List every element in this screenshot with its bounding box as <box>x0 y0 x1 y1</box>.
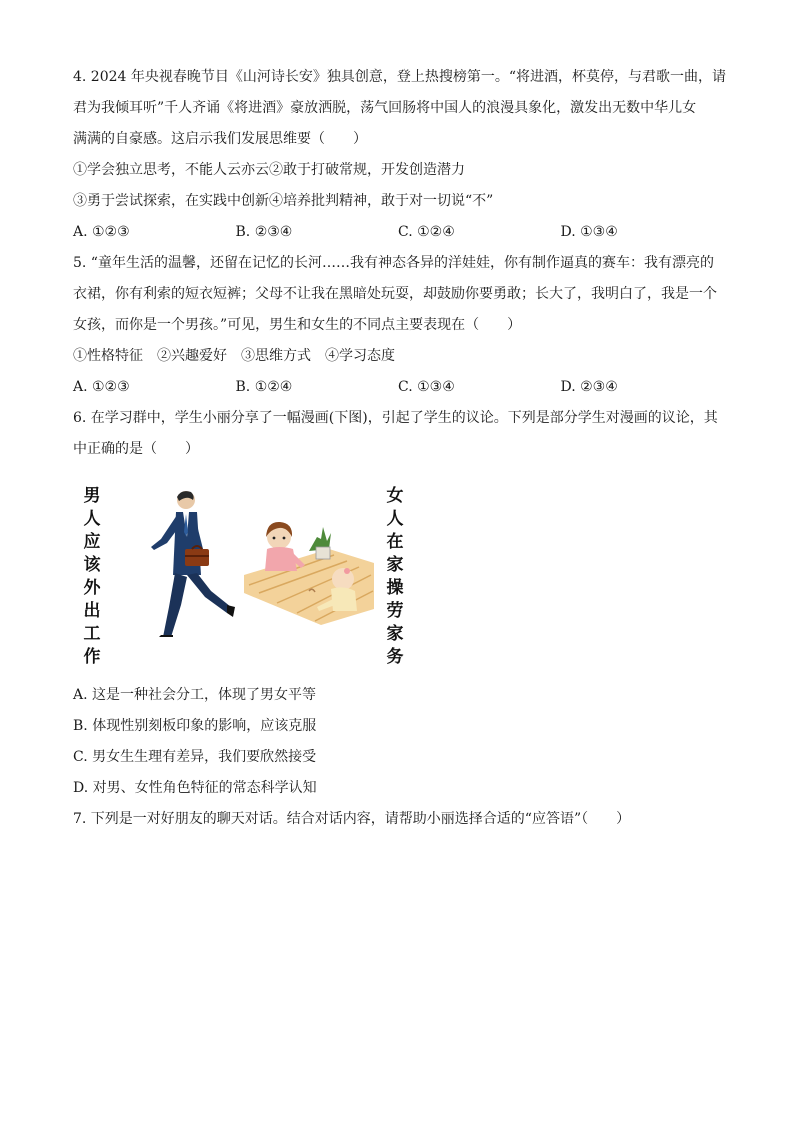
question-5-statement: ①性格特征 ②兴趣爱好 ③思维方式 ④学习态度 <box>73 348 395 364</box>
question-4-statement: ③勇于尝试探索，在实践中创新④培养批判精神，敢于对一切说“不” <box>73 193 494 209</box>
question-4-statement: ①学会独立思考，不能人云亦云②敢于打破常规，开发创造潜力 <box>73 162 465 178</box>
home-scene <box>244 522 374 625</box>
walking-man-figure <box>151 491 235 637</box>
question-5-line: 女孩，而你是一个男孩。”可见，男生和女生的不同点主要表现在（ ） <box>73 317 522 333</box>
question-6-line: 6. 在学习群中，学生小丽分享了一幅漫画(下图)，引起了学生的议论。下列是部分学生对漫画的议论，其 <box>73 410 718 426</box>
option-a[interactable]: A. ①②③ <box>73 379 130 395</box>
question-4-options <box>73 217 723 248</box>
question-7 <box>73 804 723 835</box>
question-4 <box>73 62 727 248</box>
option-d[interactable]: D. 对男、女性角色特征的常态科学认知 <box>73 780 317 796</box>
option-c[interactable]: C. ①②④ <box>398 224 455 240</box>
option-c[interactable]: C. ①③④ <box>398 379 455 395</box>
question-4-line: 君为我倾耳听”千人齐诵《将进酒》豪放洒脱，荡气回肠将中国人的浪漫具象化，激发出无数中华儿女 <box>73 100 697 116</box>
option-b[interactable]: B. ①②④ <box>235 379 293 395</box>
option-b[interactable]: B. ②③④ <box>235 224 293 240</box>
question-5-line: 衣裙，你有利索的短衣短裤；父母不让我在黑暗处玩耍，却鼓励你要勇敢；长大了，我明白了，我是一个 <box>73 286 717 302</box>
option-a[interactable]: A. ①②③ <box>73 224 130 240</box>
question-5-line: 5. “童年生活的温馨，还留在记忆的长河……我有神态各异的洋娃娃，你有制作逼真的赛车：我有漂亮的 <box>73 255 714 271</box>
question-4-line: 满满的自豪感。这启示我们发展思维要（ ） <box>73 131 367 147</box>
option-c[interactable]: C. 男女生生理有差异，我们要欣然接受 <box>73 749 317 765</box>
exam-page <box>73 62 727 835</box>
cartoon-left-caption: 男人应该外出工作 <box>83 486 101 667</box>
option-d[interactable]: D. ②③④ <box>560 379 618 395</box>
option-d[interactable]: D. ①③④ <box>560 224 618 240</box>
question-6-line: 中正确的是（ ） <box>73 441 199 457</box>
question-6 <box>73 403 723 804</box>
question-5 <box>73 248 723 403</box>
question-5-options <box>73 372 723 403</box>
option-a[interactable]: A. 这是一种社会分工，体现了男女平等 <box>73 687 317 703</box>
cartoon-illustration <box>109 487 379 637</box>
question-7-line: 7. 下列是一对好朋友的聊天对话。结合对话内容，请帮助小丽选择合适的“应答语”（ ） <box>73 811 631 827</box>
question-4-line: 4. 2024 年央视春晚节目《山河诗长安》独具创意，登上热搜榜第一。“将进酒，杯莫停，与君歌一曲，请 <box>73 69 727 85</box>
option-b[interactable]: B. 体现性别刻板印象的影响，应该克服 <box>73 718 317 734</box>
cartoon-figure <box>73 469 723 674</box>
cartoon-right-caption: 女人在家操劳家务 <box>386 486 404 667</box>
